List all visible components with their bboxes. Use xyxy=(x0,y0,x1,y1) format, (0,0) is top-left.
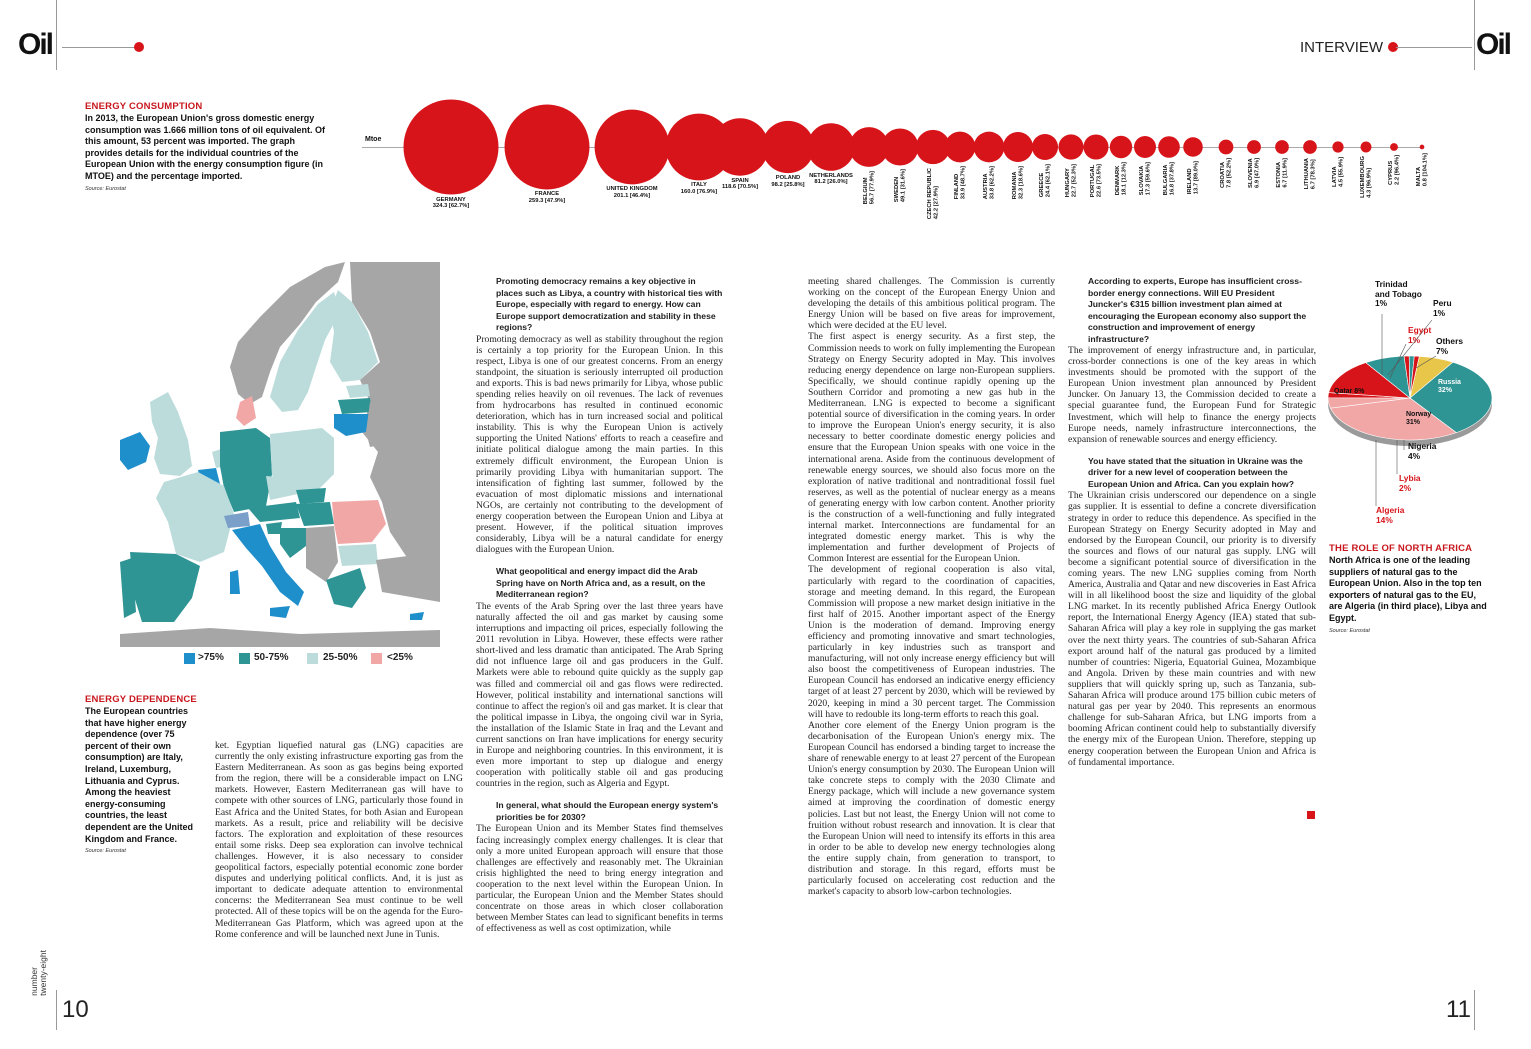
bubble-chart xyxy=(0,0,1531,230)
bubble-country: ROMANIA xyxy=(1012,171,1018,200)
bubble-malta xyxy=(1420,145,1425,150)
bubble-value: 6.9 [47.0%] xyxy=(1254,157,1261,188)
page-number-left: 10 xyxy=(62,996,89,1023)
map-region-belarus xyxy=(366,402,395,447)
bubble-label xyxy=(1388,155,1401,185)
legend-label-over-75: >75% xyxy=(198,652,224,663)
footer-rule-left xyxy=(56,990,57,1030)
map-region-slovakia xyxy=(296,488,326,504)
bubble-label xyxy=(1090,164,1103,197)
pie-label-nigeria: Nigeria 4% xyxy=(1408,441,1437,461)
interview-question: According to experts, Europe has insufficient cross-border energy connections. Will EU President Juncker's €315 billion investment plan aimed at encouraging the European economy also support the construction and improvement of energy infrastructure? xyxy=(1088,276,1307,344)
legend-swatch-50-75 xyxy=(239,653,250,664)
bubble-label xyxy=(894,169,907,202)
bubble-label xyxy=(1012,166,1025,199)
article-paragraph: Another core element of the Energy Union program is the decarbonisation of the European Union's energy mix. The European Council has endorsed a binding target to increase the share of renewable energy to at least 27 percent of the European Union's energy consumption by 2030. The European Union will take concrete steps to comply with the 2030 Climate and Energy package, which will include a new governance system aimed at improving the coordination of domestic energy policies. Last but not least, the Energy Union will not come to fruition without robust research and innovation. It is clear that the European Union will need to intensify its efforts in this area in order to be able to develop new energy technologies along the entire supply chain, from generation to transport, to distribution and storage. In this regard, efforts must be particularly focused on accelerating cost reduction and the market's capacity to absorb low-carbon technologies. xyxy=(808,719,1055,898)
bubble-label xyxy=(1304,158,1317,189)
bubble-ireland xyxy=(1183,137,1203,157)
bubble-luxembourg xyxy=(1361,142,1372,153)
pie-label-qatar: Qatar 8% xyxy=(1334,388,1365,395)
energy-consumption-text: In 2013, the European Union's gross domestic energy consumption was 1.666 million tons of oil equivalent. Of this amount, 53 percent was imported. The graph provides details for the individual countries of the European Union with the energy consumption figure (in MTOE) and the percentage imported. xyxy=(85,113,326,181)
issue-line-2: twenty-eight xyxy=(38,950,48,996)
europe-energy-dependence-map xyxy=(120,262,440,647)
energy-dependence-title: ENERGY DEPENDENCE xyxy=(85,694,197,705)
bubble-croatia xyxy=(1219,140,1234,155)
bubble-label xyxy=(1187,161,1200,194)
pie-leader-line xyxy=(1390,344,1406,378)
bubble-label xyxy=(507,191,587,204)
pie-leader-lines xyxy=(1320,300,1460,530)
bubble-value: 6.7 [78.3%] xyxy=(1310,159,1317,190)
north-africa-title: THE ROLE OF NORTH AFRICA xyxy=(1329,543,1473,554)
bubble-sweden xyxy=(882,129,919,166)
bubble-hungary xyxy=(1058,134,1083,159)
bubble-country: FRANCE xyxy=(534,191,560,198)
bubble-value: 259.3 [47.9%] xyxy=(528,198,566,205)
bubble-label xyxy=(411,197,491,210)
legend-swatch-over-75 xyxy=(184,653,195,664)
magazine-logo-left: Oil xyxy=(18,28,53,61)
magazine-logo-right: Oil xyxy=(1476,28,1511,61)
bubble-country: IRELAND xyxy=(1187,168,1193,194)
pie-label-libya: Lybia 2% xyxy=(1399,473,1421,493)
bubble-value: 0.8 [104.1%] xyxy=(1422,153,1429,187)
article-paragraph: The first aspect is energy security. As a first step, the Commission needs to work on fully implementing the European Strategy on Energy Security adopted in May. This involves reducing energy dependence on large non-European suppliers. Specifically, we should continue rapidly opening up the Southern Corridor and promoting a new gas hub in the Mediterranean. LNG is expected to become a significant potential source of diversification in the coming years. In order to improve the European Union's energy security, it is also necessary to better coordinate domestic energy policies and ensure that the European Union speaks with one voice in the international arena. Aside from the continuous development of renewable energy sources, we should also focus more on the exploration of native traditional and nontraditional fossil fuel reserves, as well as the potential of nuclear energy as a means of generating energy with low carbon content. Another priority is the construction of a well-functioning and fully integrated internal market. Interconnections are fundamental for an integrated domestic energy market. This is why the implementation and further development of Projects of Common Interest are essential for the European Union. xyxy=(808,331,1055,565)
bubble-country: GREECE xyxy=(1039,172,1045,198)
bubble-value: 98.2 [25.8%] xyxy=(771,181,805,188)
bubble-finland xyxy=(945,132,976,163)
bubble-label xyxy=(1332,157,1345,187)
bubble-label xyxy=(1248,158,1261,188)
pie-label-peru: Peru 1% xyxy=(1433,298,1452,318)
footer-rule-right xyxy=(1474,990,1475,1030)
bubble-value: 7.8 [52.2%] xyxy=(1226,158,1233,189)
bubble-label xyxy=(1139,162,1152,195)
energy-consumption-source: Source: Eurostat xyxy=(85,185,126,192)
bubble-label xyxy=(1039,164,1052,197)
bubble-country: AUSTRIA xyxy=(983,173,989,200)
bubble-label xyxy=(1416,153,1429,186)
bubble-label xyxy=(1360,156,1373,198)
article-paragraph: The development of regional cooperation is also vital, particularly with regard to the coordination of capacities, storage and meeting demand. In this regard, the European Commission will propose a new market design initiative in the first half of 2015. Another important aspect of the Energy Union is the moderation of demand. Improving energy efficiency and promoting innovative and smart technologies, particularly in key industries such as transport and manufacturing, will not only increase energy efficiency but will also boost the competitiveness of European industries. The European Council has endorsed an indicative energy efficiency target of at least 27 percent by 2030, which will be reviewed by 2020, keeping in mind a 30 percent target. The Commission will have to redouble its long-term efforts to reach this goal. xyxy=(808,564,1055,720)
bubble-chart-unit-label: Mtoe xyxy=(365,136,382,143)
energy-dependence-text: The European countries that have higher energy dependence (over 75 percent of their own consumption) are Italy, Ireland, Luxemburg, Lithuania and Cyprus. Among the heaviest energy-consuming countries, the least dependent are the United Kingdom and France. xyxy=(85,706,194,844)
bubble-value: 160.0 [76.9%] xyxy=(680,188,718,195)
bubble-country: SLOVAKIA xyxy=(1139,165,1145,196)
pie-label-norway: Norway 31% xyxy=(1406,411,1432,426)
bubble-label xyxy=(983,166,996,199)
pie-label-algeria: Algeria 14% xyxy=(1376,505,1405,525)
bubble-country: CROATIA xyxy=(1220,162,1226,189)
page-number-right: 11 xyxy=(1446,996,1471,1023)
bubble-value: 18.1 [12.3%] xyxy=(1121,162,1128,196)
bubble-slovakia xyxy=(1134,136,1156,158)
bubble-portugal xyxy=(1083,134,1108,159)
energy-dependence-source: Source: Eurostat xyxy=(85,848,126,855)
interview-question: What geopolitical and energy impact did the Arab Spring have on North Africa and, as a result, on the Mediterranean region? xyxy=(496,566,706,600)
article-paragraph: The improvement of energy infrastructure and, in particular, cross-border connections is one of the key areas in which investments should be promoted with the support of the European Union investment plan announced by President Juncker. On January 13, the Commission decided to create a special guarantee fund, the European Fund for Strategic Investment, which will help to finance the energy projects Europe needs, namely infrastructure interconnections, the expansion of renewable sources and energy efficiency. xyxy=(1068,345,1316,445)
article-paragraph: ket. Egyptian liquefied natural gas (LNG) capacities are currently the only existing infrastructure exporting gas from the Eastern Mediterranean. As soon as gas begins being exported from the region, there will be a considerable impact on LNG markets. However, Eastern Mediterranean gas will have to compete with other sources of LNG, particularly those found in East Africa and the United States, for both Asian and European markets. As a result, price and reliability will be decisive factors. The exploration and exploitation of these resources entail some risks. Deep sea exploration can involve technical challenges. However, it is also necessary to consider geopolitical factors, especially potential economic zone border disputes and underlying political conflicts. And, it is just as important to dedicate adequate attention to environmental concerns: the Mediterranean Sea must continue to be well protected. All of these topics will be on the agenda for the Euro-Mediterranean Gas Platform, which was agreed upon at the Rome conference and will be launched next June in Tunis. xyxy=(215,740,463,940)
pie-leader-line xyxy=(1416,356,1436,368)
article-column-1 xyxy=(215,740,463,940)
bubble-value: 22.7 [52.3%] xyxy=(1071,163,1078,197)
bubble-value: 201.1 [46.4%] xyxy=(613,192,651,199)
bubble-country: SWEDEN xyxy=(894,177,900,203)
bubble-value: 24.4 [62.1%] xyxy=(1045,164,1052,198)
article-column-2 xyxy=(476,276,723,934)
bubble-label xyxy=(863,171,876,204)
bubble-value: 13.7 [89.0%] xyxy=(1193,160,1200,194)
interview-question: In general, what should the European energy system's priorities be for 2030? xyxy=(496,800,719,822)
article-paragraph: The events of the Arab Spring over the last three years have naturally affected the oil and gas market by causing some interruptions and impacting oil prices, especially following the 2011 revolution in Libya. However, these effects were rather short-lived and less dramatic than anticipated. The Arab Spring did not influence large oil and gas producers in the Gulf. Markets were able to rebound quite quickly as the supply gap was filled and commercial oil and gas flows were redirected. However, political instability and international sanctions will continue to affect the region's oil and gas market. It is clear that the political impasse in Libya, the ongoing civil war in Syria, the installation of the Islamic State in Iraq and the Levant and current sanctions on Iran have implications for energy security in Europe and neighboring countries. In this environment, it is even more important to step up dialogue and energy cooperation with politically stable oil and gas producing countries in the region, such as Algeria and Egypt. xyxy=(476,600,723,790)
bubble-country: ESTONIA xyxy=(1276,161,1282,188)
legend-label-50-75: 50-75% xyxy=(254,652,289,663)
bubble-country: LITHUANIA xyxy=(1304,157,1310,190)
bubble-poland xyxy=(762,121,814,173)
energy-consumption-title: ENERGY CONSUMPTION xyxy=(85,101,203,112)
bubble-country: CYPRUS xyxy=(1388,160,1394,185)
legend-swatch-25-50 xyxy=(307,653,318,664)
bubble-romania xyxy=(1003,132,1033,162)
end-of-article-mark xyxy=(1307,811,1315,819)
bubble-country: FINLAND xyxy=(954,174,960,200)
interview-question: You have stated that the situation in Ukraine was the driver for a new level of cooperation between the European Union and Africa. Can you explain how? xyxy=(1088,455,1303,489)
bubble-germany xyxy=(404,100,499,195)
bubble-label xyxy=(1276,158,1289,188)
map-legend xyxy=(184,651,444,667)
bubble-country: NETHERLANDS xyxy=(809,172,853,179)
bubble-latvia xyxy=(1332,141,1343,152)
bubble-country: DENMARK xyxy=(1115,165,1121,196)
article-column-3 xyxy=(808,276,1055,897)
bubble-country: UNITED KINGDOM xyxy=(606,186,658,193)
section-label: INTERVIEW xyxy=(1300,39,1384,56)
bubble-value: 118.6 [70.5%] xyxy=(721,184,759,191)
bubble-value: 49.1 [31.6%] xyxy=(900,169,907,203)
map-region-slovenia xyxy=(266,522,282,534)
bubble-value: 16.8 [37.8%] xyxy=(1169,161,1176,195)
bubble-france xyxy=(505,105,590,190)
bubble-value: 22.6 [73.5%] xyxy=(1096,163,1103,197)
north-africa-source: Source: Eurostat xyxy=(1329,627,1370,634)
issue-line-1: number xyxy=(29,967,39,996)
bubble-value: 6.7 [11.9%] xyxy=(1282,157,1289,188)
bubble-value: 32.3 [18.6%] xyxy=(1018,165,1025,200)
pie-label-others: Others 7% xyxy=(1436,336,1463,356)
bubble-value: 4.5 [55.9%] xyxy=(1338,156,1345,187)
legend-label-under-25: <25% xyxy=(387,652,413,663)
bubble-label xyxy=(1065,164,1078,197)
north-africa-box xyxy=(1329,543,1489,634)
pie-leader-line xyxy=(1388,320,1432,375)
bubble-country: ITALY xyxy=(691,182,707,189)
pie-label-egypt: Egypt 1% xyxy=(1408,325,1432,345)
bubble-bulgaria xyxy=(1158,136,1180,158)
bubble-country: SPAIN xyxy=(731,177,749,184)
bubble-label xyxy=(1115,162,1128,195)
bubble-label xyxy=(1163,162,1176,195)
bubble-country: CZECH REPUBLIC xyxy=(927,168,933,220)
bubble-spain xyxy=(711,118,768,175)
energy-dependence-box xyxy=(85,694,203,854)
bubble-cyprus xyxy=(1390,143,1398,151)
bubble-estonia xyxy=(1275,140,1289,154)
legend-swatch-under-25 xyxy=(371,653,382,664)
article-paragraph: Promoting democracy as well as stability throughout the region is certainly a top priority for the European Union. In this respect, Libya is one of our greatest concerns. From an energy standpoint, the situation is seriously interrupted oil production and exports. This is bad news primarily for Libya, whose public spending relies heavily on oil revenues. The lack of revenues from hydrocarbons has resulted in continued economic deterioration, which has in turn increased social and political instability. This is why the European Union is actively supporting the United Nations' efforts to reach a ceasefire and initiate political dialogue among the main parties. In this extremely difficult environment, the European Union is primarily providing Libya with humanitarian support. The intensification of fighting last summer, followed by the evacuation of most diplomatic missions and international NGOs, are certainly not contributing to the development of energy cooperation between the European Union and Libya at present. However, if the political situation improves considerably, Libya will be a natural candidate for energy dialogues with the European Union. xyxy=(476,333,723,556)
article-paragraph: The European Union and its Member States find themselves facing increasingly complex energy challenges. It is clear that only a more united European approach will ensure that those challenges are effectively and reasonably met. The Ukrainian crisis highlighted the need to bring energy integration and cooperation to the next level within the European Union. In particular, the European Union and the Member States should concentrate on those areas in which closer collaboration between Member States can lead to significant benefits in terms of effectiveness as well as cost optimization, while xyxy=(476,823,723,935)
bubble-country: POLAND xyxy=(775,175,801,182)
bubble-greece xyxy=(1032,134,1058,160)
bubble-label xyxy=(1220,158,1233,188)
bubble-country: LATVIA xyxy=(1332,166,1338,187)
bubble-united-kingdom xyxy=(595,110,670,185)
bubble-country: PORTUGAL xyxy=(1090,164,1096,197)
legend-label-25-50: 25-50% xyxy=(323,652,358,663)
bubble-value: 4.3 [96.9%] xyxy=(1366,168,1373,199)
issue-label xyxy=(30,950,56,1020)
bubble-label xyxy=(927,168,940,219)
bubble-value: 324.3 [62.7%] xyxy=(432,203,470,210)
bubble-country: MALTA xyxy=(1416,167,1422,187)
bubble-slovenia xyxy=(1247,140,1261,154)
article-paragraph: meeting shared challenges. The Commission is currently working on the concept of the European Energy Union and developing the details of this ambitious political program. The Energy Union will be based on five areas for improvement, which were decided at the EU level. xyxy=(808,276,1055,332)
bubble-denmark xyxy=(1110,136,1132,158)
map-region-estonia xyxy=(346,384,370,398)
bubble-value: 33.8 [62.2%] xyxy=(989,166,996,200)
interview-question: Promoting democracy remains a key objective in places such as Libya, a country with historical ties with Europe, especially with regard to energy. How can Europe support democratization and stability in these regions? xyxy=(496,276,723,332)
bubble-country: BELGIUM xyxy=(863,177,869,205)
bubble-country: HUNGARY xyxy=(1065,167,1071,197)
bubble-country: BULGARIA xyxy=(1163,164,1169,195)
bubble-country: LUXEMBOURG xyxy=(1360,156,1366,199)
bubble-value: 42.2 [27.9%] xyxy=(933,186,940,220)
bubble-country: GERMANY xyxy=(436,196,466,203)
bubble-country: SLOVENIA xyxy=(1248,158,1254,188)
bubble-netherlands xyxy=(807,123,855,171)
map-region-bulgaria xyxy=(338,544,378,566)
bubble-value: 81.2 [26.0%] xyxy=(814,179,848,186)
bubble-value: 17.3 [59.6%] xyxy=(1145,161,1152,196)
pie-label-trinidad: Trinidad and Tobago 1% xyxy=(1375,279,1422,309)
map-region-latvia xyxy=(338,398,372,414)
article-paragraph: The Ukrainian crisis underscored our dependence on a single gas supplier. It is essential to define a concrete diversification strategy in order to reduce this dependence. As specified in the European Strategy on Energy Security adopted in May and endorsed by the European Council, our priority is to diversify the sources and flows of our natural gas supply. LNG will become a significant potential source of diversification in the coming years. The new LNG supplies coming from North America, Australia and Qatar and new discoveries in East Africa will in all likelihood boost the size and liquidity of the global LNG market. In its recently published Africa Energy Outlook report, the International Energy Agency (IEA) stated that sub-Saharan Africa will play a key role in supplying the gas market over the next thirty years. The countries of sub-Saharan Africa export around half of the natural gas produced by a limited number of countries: Nigeria, Equatorial Guinea, Mozambique and Angola. Driven by these main countries and with new suppliers that will quickly spring up, such as Tanzania, sub-Saharan Africa will produce around 175 billion cubic meters of natural gas per year by 2040. This represents an enormous challenge for sub-Saharan Africa, but LNG imports from a booming African continent could help to substantially diversify the energy mix of the European Union. Therefore, stepping up energy cooperation between the European Union and Africa is of fundamental importance. xyxy=(1068,490,1316,768)
bubble-value: 33.9 [48.7%] xyxy=(960,166,967,200)
bubble-value: 2.2 [96.4%] xyxy=(1394,154,1401,185)
bubble-austria xyxy=(974,132,1005,163)
bubble-value: 56.7 [77.9%] xyxy=(869,170,876,205)
article-column-4 xyxy=(1068,276,1316,768)
bubble-label xyxy=(791,173,871,186)
bubble-label xyxy=(954,166,967,199)
north-africa-text: North Africa is one of the leading suppliers of natural gas to the European Union. Also in the top ten exporters of natural gas to the EU, are Algeria (in third place), Libya and Egypt. xyxy=(1329,555,1487,623)
bubble-lithuania xyxy=(1303,140,1317,154)
pie-label-russia: Russia 32% xyxy=(1438,379,1461,394)
